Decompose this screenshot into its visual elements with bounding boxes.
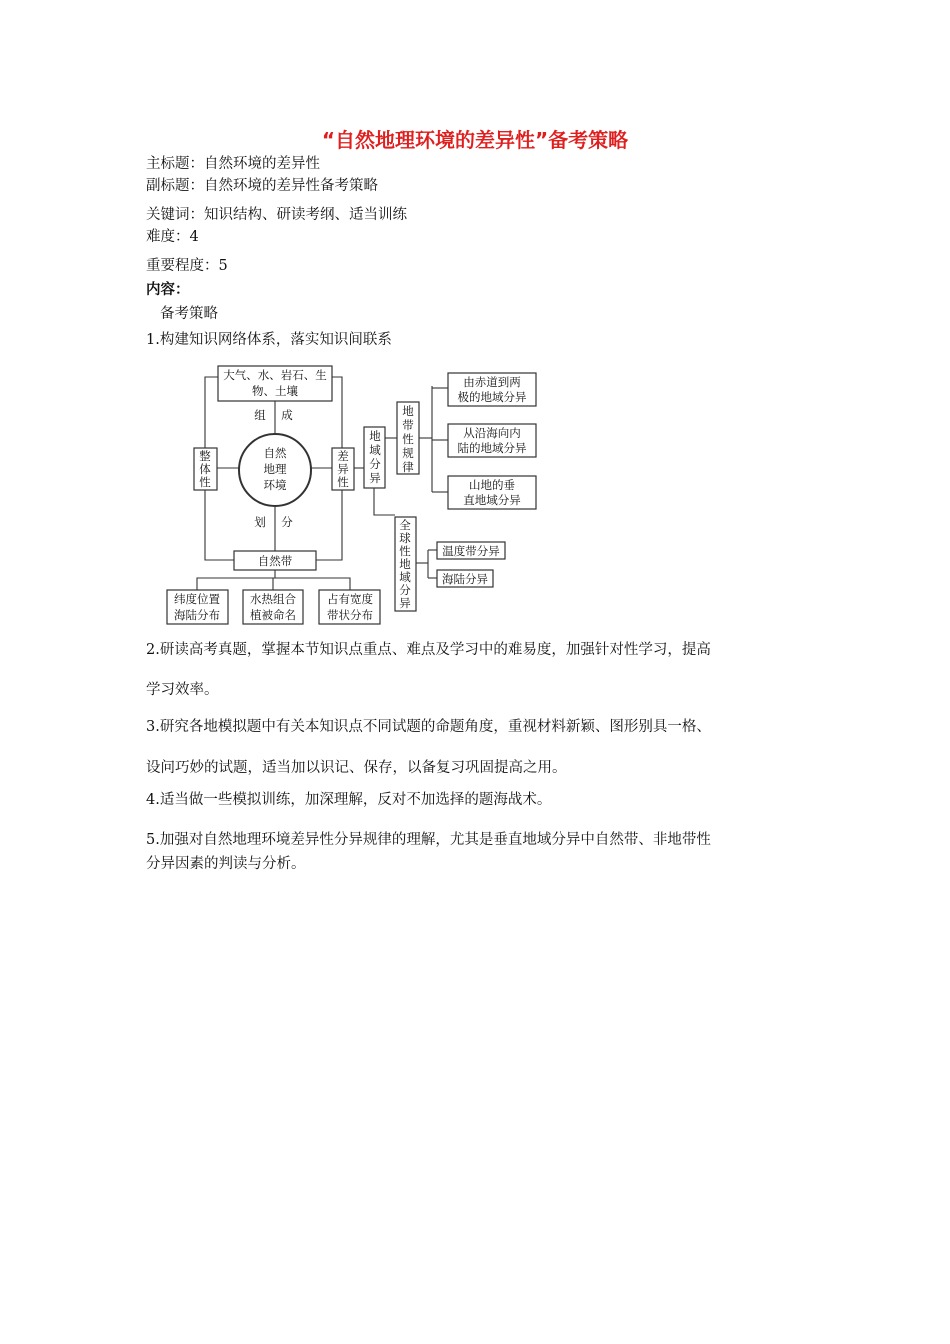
- difference-text-1: 差: [337, 449, 349, 463]
- center-text-1: 自然: [263, 446, 287, 460]
- divide-label-2: 分: [281, 515, 293, 529]
- subtitle-line: 副标题：自然环境的差异性备考策略: [146, 178, 378, 194]
- natural-zone-text: 自然带: [257, 554, 293, 568]
- regional-text-3: 分: [369, 457, 381, 471]
- zonal-law-text-2: 带: [402, 418, 414, 432]
- compose-label-1: 组: [254, 408, 266, 422]
- regional-text-2: 域: [369, 443, 381, 457]
- zonal-item-1-text-1: 由赤道到两: [463, 375, 521, 389]
- keywords-line: 关键词：知识结构、研读考纲、适当训练: [146, 207, 407, 223]
- zonal-law-text-3: 性: [402, 432, 414, 446]
- point-3-line-1: 3.研究各地模拟题中有关本知识点不同试题的命题角度，重视材料新颖、图形别具一格、: [146, 719, 711, 735]
- point-1: 1.构建知识网络体系，落实知识间联系: [146, 332, 392, 348]
- zonal-item-1-text-2: 极的地域分异: [457, 390, 527, 404]
- zonal-law-text-5: 律: [402, 460, 414, 474]
- regional-text-1: 地: [369, 429, 381, 443]
- point-2-line-2: 学习效率。: [146, 682, 219, 698]
- integrity-text-3: 性: [199, 475, 211, 489]
- global-text-1: 全: [399, 518, 411, 532]
- components-text-2: 物、土壤: [252, 384, 298, 398]
- zonal-law-text-4: 规: [402, 446, 414, 460]
- divide-label-1: 划: [254, 515, 266, 529]
- section-heading: 备考策略: [160, 306, 218, 322]
- zonal-item-2-text-2: 陆的地域分异: [457, 441, 527, 455]
- compose-label-2: 成: [281, 408, 293, 422]
- bottom-box-1-text-1: 纬度位置: [174, 592, 220, 606]
- difference-text-2: 异: [337, 462, 349, 476]
- importance-line: 重要程度：5: [146, 258, 228, 274]
- components-text-1: 大气、水、岩石、生: [223, 368, 327, 382]
- difficulty-line: 难度：4: [146, 229, 199, 245]
- integrity-text-2: 体: [199, 462, 211, 476]
- zonal-item-3-text-1: 山地的垂: [469, 478, 515, 492]
- global-text-6: 分: [399, 583, 411, 597]
- point-5-line-1: 5.加强对自然地理环境差异性分异规律的理解，尤其是垂直地域分异中自然带、非地带性: [146, 832, 711, 848]
- center-text-3: 环境: [263, 478, 287, 492]
- regional-text-4: 异: [369, 471, 381, 485]
- bottom-box-3-text-2: 带状分布: [327, 608, 373, 622]
- global-text-5: 域: [399, 570, 411, 584]
- zonal-item-2-text-1: 从沿海向内: [463, 426, 521, 440]
- bottom-box-2-text-1: 水热组合: [250, 592, 296, 606]
- point-3-line-2: 设问巧妙的试题，适当加以识记、保存，以备复习巩固提高之用。: [146, 760, 567, 776]
- content-label: 内容：: [146, 282, 190, 298]
- land-sea-text: 海陆分异: [442, 572, 488, 586]
- bottom-box-1-text-2: 海陆分布: [174, 608, 220, 622]
- point-2-line-1: 2.研读高考真题，掌握本节知识点重点、难点及学习中的难易度，加强针对性学习，提高: [146, 642, 711, 658]
- global-text-2: 球: [399, 531, 411, 545]
- global-text-7: 异: [399, 596, 411, 610]
- point-4: 4.适当做一些模拟训练，加深理解，反对不加选择的题海战术。: [146, 792, 552, 808]
- bottom-box-3-text-1: 占有宽度: [327, 592, 373, 606]
- knowledge-network-diagram: [160, 355, 550, 625]
- document-title: “自然地理环境的差异性”备考策略: [321, 128, 629, 152]
- point-5-line-2: 分异因素的判读与分析。: [146, 856, 306, 872]
- difference-text-3: 性: [337, 475, 349, 489]
- temperature-zone-text: 温度带分异: [442, 544, 500, 558]
- global-text-3: 性: [399, 544, 411, 558]
- zonal-item-3-text-2: 直地域分异: [463, 493, 521, 507]
- main-title-line: 主标题：自然环境的差异性: [146, 156, 320, 172]
- zonal-law-text-1: 地: [402, 404, 414, 418]
- center-text-2: 地理: [263, 462, 287, 476]
- global-text-4: 地: [399, 557, 411, 571]
- integrity-text-1: 整: [199, 449, 211, 463]
- bottom-box-2-text-2: 植被命名: [250, 608, 296, 622]
